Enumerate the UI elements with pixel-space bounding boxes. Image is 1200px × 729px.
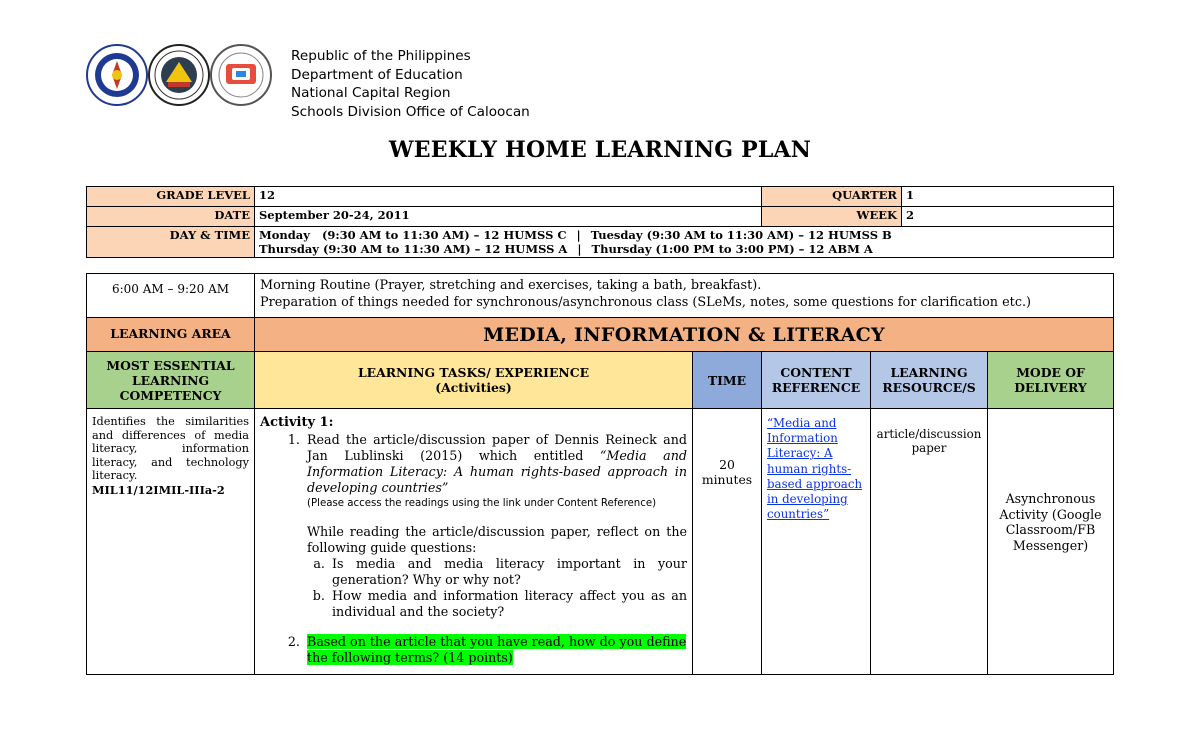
task1-reflect: While reading the article/discussion paper, reflect on the following guide questions: — [307, 524, 687, 555]
routine-line: Morning Routine (Prayer, stretching and exercises, taking a bath, breakfast). — [260, 278, 762, 293]
tasks-header-subtitle: (Activities) — [435, 380, 512, 395]
competency-text: Identifies the similarities and differences of media literacy, information literacy, and technology literacy. — [92, 415, 249, 483]
guide-questions — [307, 556, 687, 620]
quarter-value: 1 — [902, 187, 1114, 207]
mode-of-delivery-value: Asynchronous Activity (Google Classroom/FB Messenger) — [988, 409, 1114, 675]
tasks-header — [255, 352, 693, 409]
learning-area-title: MEDIA, INFORMATION & LITERACY — [255, 318, 1114, 352]
article-title: “Media and Information Literacy: A human rights-based approach in developing countries” — [307, 448, 687, 495]
activity-title: Activity 1: — [260, 415, 334, 430]
schedule-item: Monday (9:30 AM to 11:30 AM) – 12 HUMSS C — [259, 228, 567, 242]
content-reference-header: CONTENT REFERENCE — [762, 352, 871, 409]
tasks-header-title: LEARNING TASKS/ EXPERIENCE — [357, 365, 590, 380]
header-line: Schools Division Office of Caloocan — [291, 103, 530, 120]
header-line: National Capital Region — [291, 85, 451, 101]
task1-note: (Please access the readings using the link under Content Reference) — [307, 498, 657, 509]
schedule-separator: | — [577, 242, 582, 256]
learning-resources-header: LEARNING RESOURCE/S — [871, 352, 988, 409]
page-title: WEEKLY HOME LEARNING PLAN — [388, 137, 812, 163]
header-line: Department of Education — [291, 66, 463, 83]
schedule — [255, 227, 1114, 258]
task1-text: Read the article/discussion paper of Dennis Reineck and Jan Lublinski (2015) which entitled — [307, 432, 687, 463]
learning-area-label: LEARNING AREA — [87, 318, 255, 352]
header-logos — [86, 44, 272, 110]
routine-line: Preparation of things needed for synchronous/asynchronous class (SLeMs, notes, some questions for clarification etc.) — [260, 295, 1032, 310]
grade-level-label: GRADE LEVEL — [87, 187, 255, 207]
schedule-line — [259, 228, 1109, 242]
tasks-cell — [255, 409, 693, 675]
mode-of-delivery-header: MODE OF DELIVERY — [988, 352, 1114, 409]
guide-question: b. How media and information literacy affect you as an individual and the society? — [329, 588, 687, 620]
melc-header: MOST ESSENTIAL LEARNING COMPETENCY — [87, 352, 255, 409]
schedule-item: Thursday (9:30 AM to 11:30 AM) – 12 HUMSS A — [259, 242, 568, 256]
schedule-line — [259, 242, 1109, 256]
week-label: WEEK — [762, 207, 902, 227]
time-value: 20 minutes — [693, 409, 762, 675]
date-value: September 20-24, 2011 — [255, 207, 762, 227]
sdo-caloocan-seal-logo — [148, 44, 210, 106]
day-time-label: DAY & TIME — [87, 227, 255, 258]
task-item — [304, 634, 687, 666]
routine-time: 6:00 AM – 9:20 AM — [87, 274, 255, 318]
schedule-item: Thursday (1:00 PM to 3:00 PM) – 12 ABM A — [591, 242, 873, 256]
competency-code: MIL11/12IMIL-IIIa-2 — [92, 482, 225, 497]
schedule-separator: | — [576, 228, 581, 242]
office-header — [291, 47, 530, 121]
quarter-label: QUARTER — [762, 187, 902, 207]
competency-cell — [87, 409, 255, 675]
learning-resource-value: article/discussion paper — [871, 409, 988, 675]
content-reference-cell — [762, 409, 871, 675]
deped-seal-logo — [86, 44, 148, 106]
week-value: 2 — [902, 207, 1114, 227]
time-header: TIME — [693, 352, 762, 409]
cao-logo — [210, 44, 272, 106]
task2-text: Based on the article that you have read, how do you define the following terms? (14 points) — [307, 634, 687, 665]
content-reference-link[interactable]: “Media and Information Literacy: A human rights-based approach in developing countries” — [767, 416, 863, 522]
grade-level-value: 12 — [255, 187, 762, 207]
schedule-item: Tuesday (9:30 AM to 11:30 AM) – 12 HUMSS B — [590, 228, 892, 242]
task-item — [304, 432, 687, 634]
routine-description — [255, 274, 1114, 318]
info-table — [86, 186, 1114, 258]
header-line: Republic of the Philippines — [291, 48, 471, 64]
learning-plan-table — [86, 273, 1114, 675]
date-label: DATE — [87, 207, 255, 227]
task-list — [260, 432, 687, 666]
guide-question: a. Is media and media literacy important in your generation? Why or why not? — [329, 556, 687, 588]
